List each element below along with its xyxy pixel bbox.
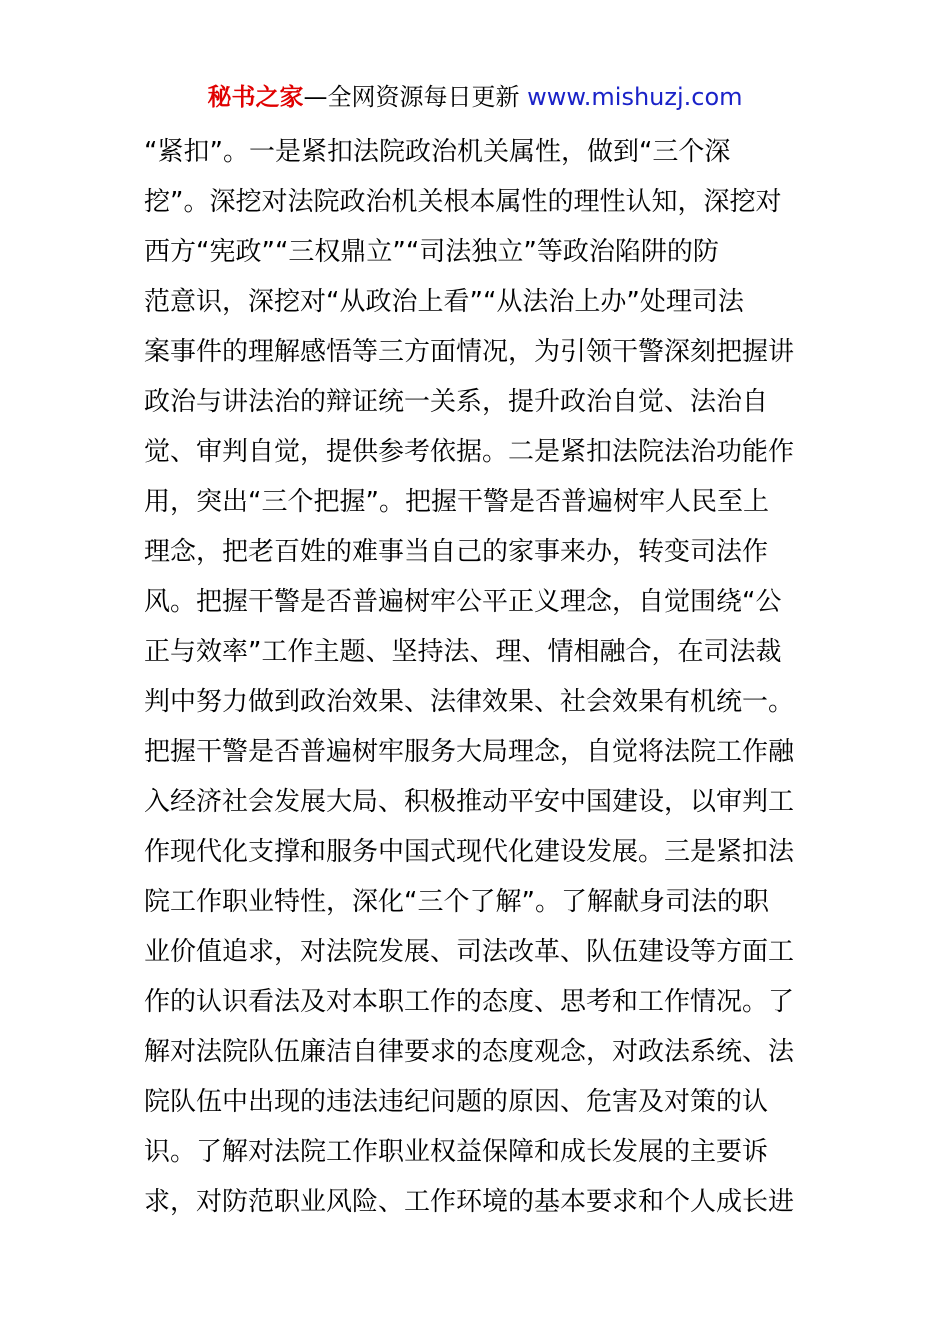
- text-line: 作现代化支撑和服务中国式现代化建设发展。三是紧扣法: [144, 837, 795, 867]
- text-line: 正与效率”工作主题、坚持法、理、情相融合，在司法裁: [144, 637, 782, 667]
- text-line: 用，突出“三个把握”。把握干警是否普遍树牢人民至上: [144, 487, 769, 517]
- text-line: 把握干警是否普遍树牢服务大局理念，自觉将法院工作融: [144, 737, 795, 767]
- text-line: 范意识，深挖对“从政治上看”“从法治上办”处理司法: [144, 287, 744, 317]
- text-line: 觉、审判自觉，提供参考依据。二是紧扣法院法治功能作: [144, 437, 795, 467]
- text-line: 院工作职业特性，深化“三个了解”。了解献身司法的职: [144, 887, 769, 917]
- header-tagline: —全网资源每日更新: [303, 83, 520, 111]
- text-line: 作的认识看法及对本职工作的态度、思考和工作情况。了: [144, 987, 795, 1017]
- text-line: 西方“宪政”“三权鼎立”“司法独立”等政治陷阱的防: [144, 237, 719, 267]
- body-text: [144, 127, 806, 1227]
- text-line: 理念，把老百姓的难事当自己的家事来办，转变司法作: [144, 537, 769, 567]
- page-header: [0, 80, 950, 114]
- text-line: 识。了解对法院工作职业权益保障和成长发展的主要诉: [144, 1137, 769, 1167]
- text-line: “紧扣”。一是紧扣法院政治机关属性，做到“三个深: [144, 137, 731, 167]
- text-line: 院队伍中出现的违法违纪问题的原因、危害及对策的认: [144, 1087, 769, 1117]
- header-brand: 秘书之家: [207, 83, 304, 111]
- text-line: 风。把握干警是否普遍树牢公平正义理念，自觉围绕“公: [144, 587, 782, 617]
- text-line: 求，对防范职业风险、工作环境的基本要求和个人成长进: [144, 1187, 795, 1217]
- text-line: 挖”。深挖对法院政治机关根本属性的理性认知，深挖对: [144, 187, 782, 217]
- text-line: 政治与讲法治的辩证统一关系，提升政治自觉、法治自: [144, 387, 769, 417]
- text-line: 业价值追求，对法院发展、司法改革、队伍建设等方面工: [144, 937, 795, 967]
- text-line: 解对法院队伍廉洁自律要求的态度观念，对政法系统、法: [144, 1037, 795, 1067]
- text-line: 案事件的理解感悟等三方面情况，为引领干警深刻把握讲: [144, 337, 795, 367]
- text-line: 判中努力做到政治效果、法律效果、社会效果有机统一。: [144, 687, 795, 717]
- header-url-link[interactable]: www.mishuzj.com: [527, 83, 743, 111]
- text-line: 入经济社会发展大局、积极推动平安中国建设，以审判工: [144, 787, 795, 817]
